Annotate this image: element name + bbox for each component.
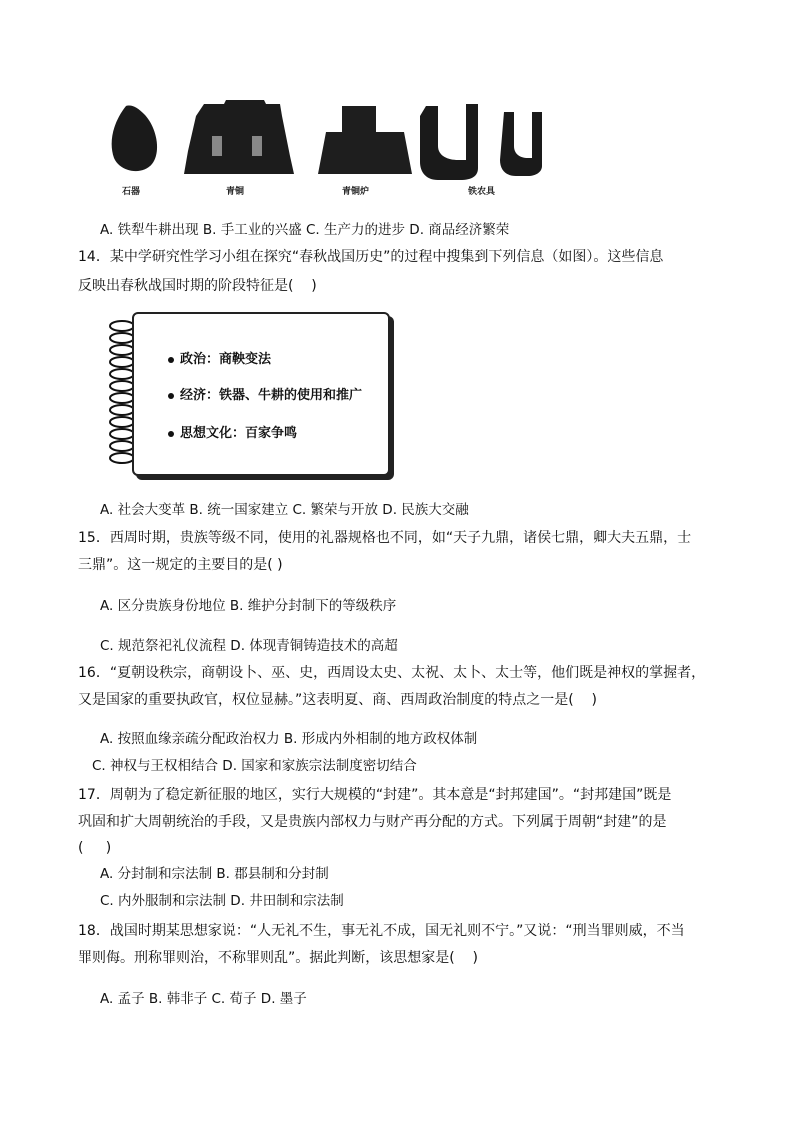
q18-options: A. 孟子 B. 韩非子 C. 荀子 D. 墨子 (100, 991, 307, 1007)
notebook-card (132, 312, 390, 476)
tool-label-stone: 石器 (122, 187, 141, 197)
tool-label-stove: 青铜炉 (342, 187, 370, 197)
tool-label-iron: 铁农具 (468, 187, 496, 197)
iron-tool-image (420, 104, 478, 180)
bronze-stove-image (318, 106, 412, 174)
tools-illustration (104, 96, 554, 196)
bronze-tool-image (184, 100, 294, 174)
q17-stem-line2: 巩固和扩大周朝统治的手段，又是贵族内部权力与财产再分配的方式。下列属于周朝“封建”的是 (78, 814, 667, 830)
q15-options-line1: A. 区分贵族身份地位 B. 维护分封制下的等级秩序 (100, 598, 397, 614)
q16-options-line2: C. 神权与王权相结合 D. 国家和家族宗法制度密切结合 (92, 758, 417, 774)
stone-tool-image (112, 105, 157, 171)
notebook-item-politics: 政治：商鞅变法 (168, 348, 271, 367)
q17-stem-line3: ( ) (78, 840, 112, 856)
bullet-icon (168, 357, 174, 363)
iron-tool-small-image (500, 112, 542, 176)
q16-stem-line1: 16．“夏朝设秩宗，商朝设卜、巫、史，西周设太史、太祝、太卜、太士等，他们既是神权的掌握者， (78, 665, 706, 681)
q18-stem-line1: 18．战国时期某思想家说：“人无礼不生，事无礼不成，国无礼则不宁。”又说：“刑当罪则威，不当 (78, 923, 685, 939)
q18-stem-line2: 罪则侮。刑称罪则治，不称罪则乱”。据此判断，该思想家是( ) (78, 950, 478, 966)
tools-figure (104, 96, 554, 196)
q17-options-line1: A. 分封制和宗法制 B. 郡县制和分封制 (100, 866, 329, 882)
bullet-icon (168, 393, 174, 399)
q16-options-line1: A. 按照血缘亲疏分配政治权力 B. 形成内外相制的地方政权体制 (100, 731, 478, 747)
q13-options: A. 铁犁牛耕出现 B. 手工业的兴盛 C. 生产力的进步 D. 商品经济繁荣 (100, 222, 510, 238)
q15-stem-line1: 15．西周时期，贵族等级不同，使用的礼器规格也不同，如“天子九鼎，诸侯七鼎，卿大夫五鼎，士 (78, 530, 692, 546)
q16-stem-line2: 又是国家的重要执政官，权位显赫。”这表明夏、商、西周政治制度的特点之一是( ) (78, 692, 597, 708)
q15-stem-line2: 三鼎”。这一规定的主要目的是( ) (78, 557, 283, 573)
q15-options-line2: C. 规范祭祀礼仪流程 D. 体现青铜铸造技术的高超 (100, 638, 398, 654)
bullet-icon (168, 431, 174, 437)
q14-stem-line2: 反映出春秋战国时期的阶段特征是( ) (78, 278, 317, 294)
q14-stem-line1: 14．某中学研究性学习小组在探究“春秋战国历史”的过程中搜集到下列信息（如图）。这些信息 (78, 249, 664, 265)
q14-options: A. 社会大变革 B. 统一国家建立 C. 繁荣与开放 D. 民族大交融 (100, 502, 469, 518)
q17-stem-line1: 17．周朝为了稳定新征服的地区，实行大规模的“封建”。其本意是“封邦建国”。“封邦建国”既是 (78, 787, 672, 803)
notebook-item-culture: 思想文化：百家争鸣 (168, 422, 297, 441)
notebook-figure (104, 312, 390, 478)
notebook-item-economy: 经济：铁器、牛耕的使用和推广 (168, 384, 362, 403)
tool-label-bronze: 青铜 (226, 187, 245, 197)
q17-options-line2: C. 内外服制和宗法制 D. 井田制和宗法制 (100, 893, 344, 909)
